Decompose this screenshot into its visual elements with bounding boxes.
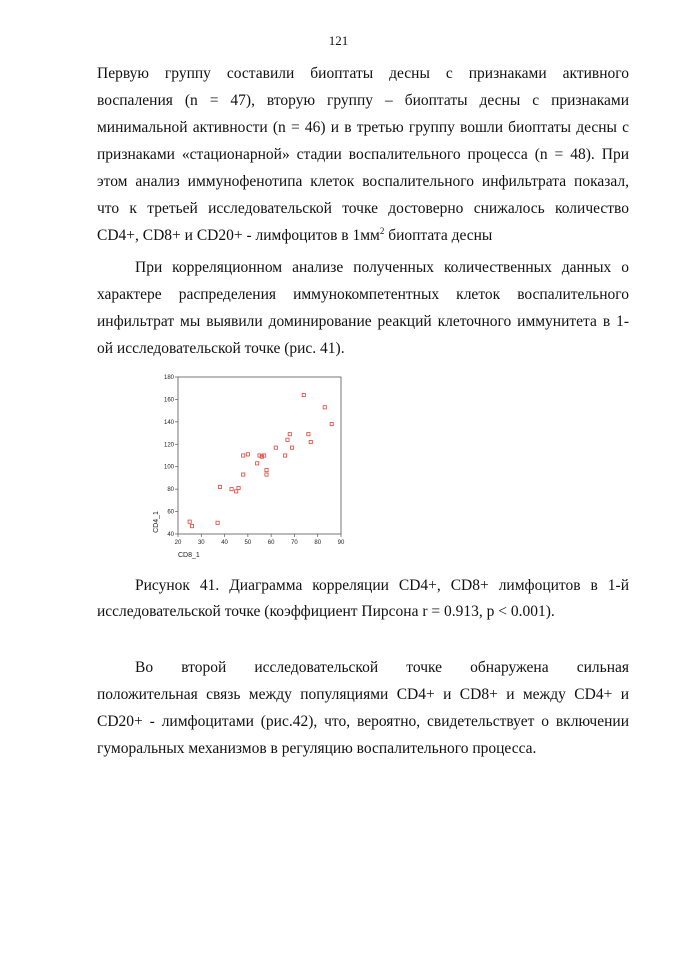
y-tick-label: 100 [163,464,174,471]
text-line: Первую группу составили биоптаты десны с признаками активного [97,65,629,82]
y-tick-label: 160 [163,397,174,404]
data-point [323,406,326,409]
data-point [235,490,238,493]
data-point [274,446,277,449]
data-point [307,433,310,436]
data-point [188,520,191,523]
data-point [288,433,291,436]
text-line: При корреляционном анализе полученных количественных данных о [135,259,629,276]
data-point [291,446,294,449]
data-point [265,468,268,471]
text-fragment: биоптата десны [384,227,493,244]
y-tick-label: 40 [167,532,174,538]
text-line: ой исследовательской точке (рис. 41). [97,340,345,357]
data-point [286,438,289,441]
text-line: что к третьей исследовательской точке достоверно снижалось количество [97,200,629,217]
y-tick-label: 120 [163,442,174,449]
text-line: этом анализ иммунофенотипа клеток воспалительного инфильтрата показал, [97,173,629,190]
data-point [309,440,312,443]
text-line: исследовательской точке (коэффициент Пирсона r = 0.913, p < 0.001). [97,603,555,620]
y-tick-label: 140 [163,419,174,426]
y-tick-label: 80 [167,487,174,494]
x-tick-label: 60 [267,540,275,546]
text-line: Во второй исследовательской точке обнаружена сильная [135,659,629,676]
text-line: признаками «стационарной» стадии воспалительного процесса (n = 48). При [97,146,629,163]
text-line: инфильтрат мы выявили доминирование реакций клеточного иммунитета в 1- [97,313,629,330]
data-point [284,454,287,457]
text-line: CD20+ - лимфоцитами (рис.42), что, вероятно, свидетельствует о включении [97,713,629,730]
data-point [242,454,245,457]
x-tick-label: 70 [291,540,298,546]
x-tick-label: 20 [174,540,182,546]
data-point [216,521,219,524]
data-point [302,393,305,396]
text-line: гуморальных механизмов в регуляцию воспалительного процесса. [97,740,537,757]
data-point [190,525,193,528]
x-tick-label: 40 [221,540,228,546]
text-line: положительная связь между популяциями CD4+ и CD8+ и между CD4+ и [97,686,629,703]
x-tick-label: 80 [314,540,322,546]
text-line: характере распределения иммунокомпетентных клеток воспалительного [97,286,629,303]
data-point [218,485,221,488]
data-point [330,423,333,426]
x-tick-label: 90 [337,540,345,546]
text-fragment: CD4+, CD8+ и CD20+ - лимфоцитов в 1мм [97,227,380,244]
data-point [246,453,249,456]
data-point [230,488,233,491]
text-line-last [97,226,629,246]
x-tick-label: 30 [197,540,205,546]
page-number: 121 [328,33,349,48]
data-point [237,486,240,489]
text-line: минимальной активности (n = 46) и в третью группу вошли биоптаты десны с [97,119,629,136]
scatter-chart [140,368,360,563]
y-tick-label: 180 [163,375,174,381]
data-point [256,462,259,465]
superscript: 2 [379,226,385,236]
y-axis-label: CD4_1 [153,511,160,533]
data-point [242,473,245,476]
text-line: Рисунок 41. Диаграмма корреляции CD4+, CD8+ лимфоцитов в 1-й [135,577,629,594]
data-point [265,473,268,476]
text-line: воспаления (n = 47), вторую группу – биоптаты десны с признаками [97,92,629,109]
x-axis-label: CD8_1 [178,552,200,559]
x-tick-label: 50 [244,540,252,546]
y-tick-label: 60 [167,509,174,516]
plot-frame [178,377,341,534]
